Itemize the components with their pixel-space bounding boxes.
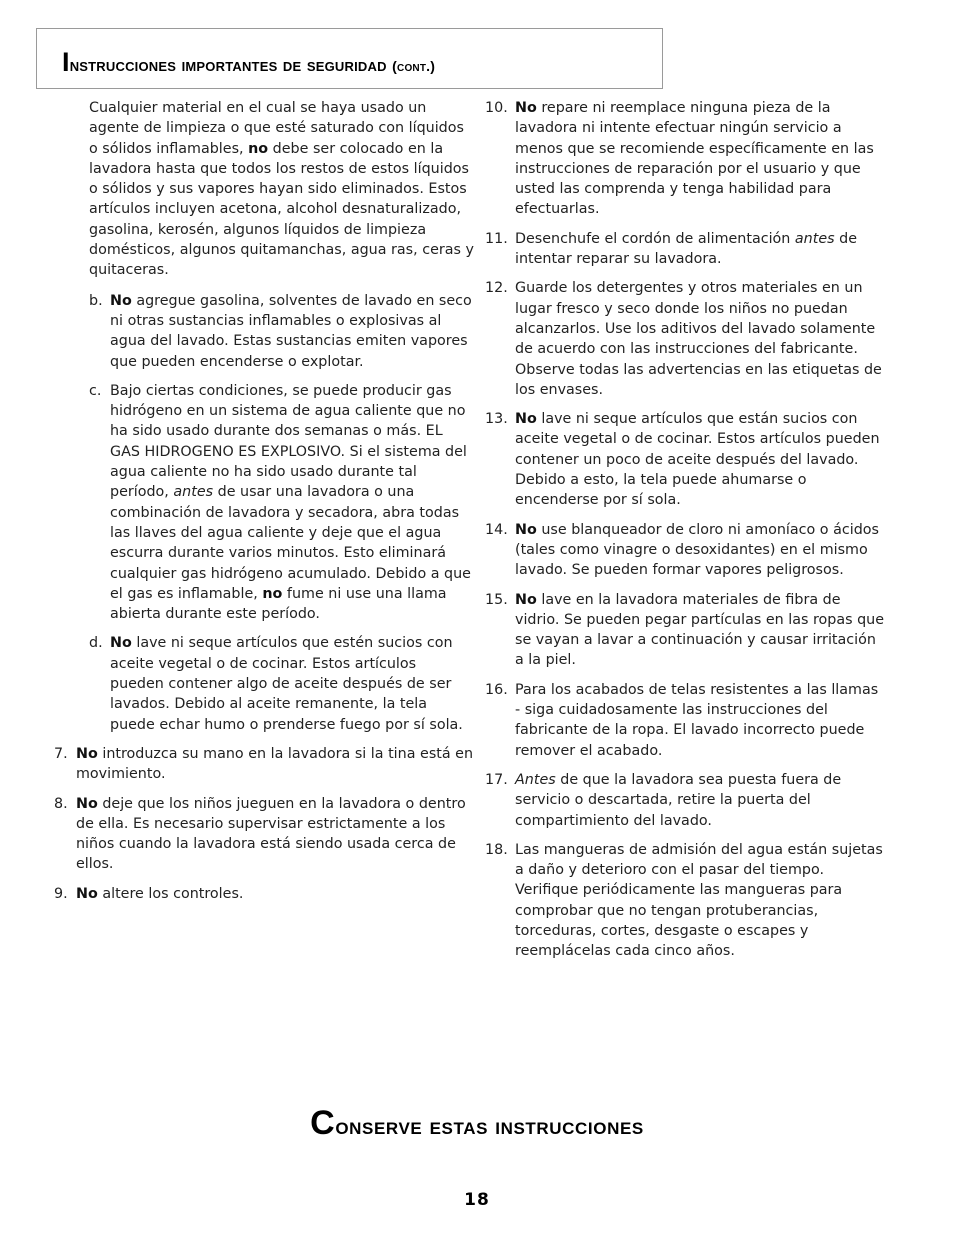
header-box: [36, 28, 663, 89]
list-item-11: 11. Desenchufe el cordón de alimentación antes de intentar reparar su lavadora.: [485, 230, 858, 268]
page-title: Instrucciones importantes de seguridad (cont.): [62, 47, 436, 77]
list-item-9: 9. No altere los controles.: [54, 885, 244, 902]
list-item-18: 18. Las mangueras de admisión del agua están sujetas a daño y deterioro con el pasar del tiempo. Verifique periódicamente las mangueras para comprobar que no tengan protuberancias, torceduras, cortes, desgaste o escapes y reemplácelas cada cinco años.: [485, 841, 883, 960]
list-item-10: 10. No repare ni reemplace ninguna pieza de la lavadora ni intente efectuar ningún servicio a menos que se recomiende específicamente en las instrucciones de reparación por el usuario y que usted las comprenda y tenga habilidad para efectuarlas.: [485, 100, 874, 218]
continued-marker: (cont.): [392, 58, 436, 74]
left-column: [54, 98, 474, 913]
list-item-17: 17. Antes de que la lavadora sea puesta fuera de servicio o descartada, retire la puerta del compartimiento del lavado.: [485, 771, 842, 829]
list-item-7: 7. No introduzca su mano en la lavadora si la tina está en movimiento.: [54, 745, 474, 783]
list-item-c: c. Bajo ciertas condiciones, se puede producir gas hidrógeno en un sistema de agua caliente que no ha sido usado durante dos semanas o más. EL GAS HIDROGENO ES EXPLOSIVO. Si el sistema del agua caliente no ha sido usado durante tal período, antes de usar una lavadora o una combinación de lavadora y secadora, abra todas las llaves del agua caliente y deje que el agua escurra durante varios minutos. Esto eliminará cualquier gas hidrógeno acumulado. Debido a que el gas es inflamable, no fume ni use una llama abierta durante este período.: [89, 382, 471, 623]
list-item-12: 12. Guarde los detergentes y otros materiales en un lugar fresco y seco donde los niños no puedan alcanzarlos. Use los aditivos del lavado solamente de acuerdo con las instrucciones del fabricante. Observe todas las advertencias en las etiquetas de los envases.: [485, 280, 882, 398]
intro-paragraph: Cualquier material en el cual se haya usado un agente de limpieza o que esté saturado con líquidos o sólidos inflamables, no debe ser colocado en la lavadora hasta que todos los restos de estos líquidos o sólidos y sus vapores hayan sido eliminados. Estos artículos incluyen acetona, alcohol desnaturalizado, gasolina, kerosén, algunos líquidos de limpieza domésticos, algunos quitamanchas, agua ras, ceras y quitaceras.: [89, 100, 474, 279]
list-item-d: d. No lave ni seque artículos que estén sucios con aceite vegetal o de cocinar. Estos artículos pueden contener algo de aceite después de ser lavados. Debido al aceite remanente, la tela puede echar humo o prenderse fuego por sí sola.: [89, 635, 463, 733]
list-item-b: b. No agregue gasolina, solventes de lavado en seco ni otras sustancias inflamables o explosivas al agua del lavado. Estas sustancias emiten vapores que pueden encenderse o explotar.: [89, 292, 472, 370]
list-item-13: 13. No lave ni seque artículos que están sucios con aceite vegetal o de cocinar. Estos artículos pueden contener un poco de aceite después del lavado. Debido a esto, la tela puede ahumarse o encenderse por sí sola.: [485, 411, 880, 509]
list-item-14: 14. No use blanqueador de cloro ni amoníaco o ácidos (tales como vinagre o desoxidantes) en el mismo lavado. Se pueden formar vapores peligrosos.: [485, 521, 879, 579]
list-item-15: 15. No lave en la lavadora materiales de fibra de vidrio. Se pueden pegar partículas en las ropas que se vayan a lavar a continuación y causar irritación a la piel.: [485, 591, 885, 669]
right-column: [485, 98, 885, 971]
page-number: 18: [464, 1190, 490, 1210]
list-item-16: 16. Para los acabados de telas resistentes a las llamas - siga cuidadosamente las instrucciones del fabricante de la ropa. El lavado incorrecto puede remover el acabado.: [485, 681, 879, 759]
closing-title: Conserve estas instrucciones: [310, 1104, 644, 1142]
list-item-8: 8. No deje que los niños jueguen en la lavadora o dentro de ella. Es necesario supervisar estrictamente a los niños cuando la lavadora está siendo usada cerca de ellos.: [54, 795, 466, 873]
